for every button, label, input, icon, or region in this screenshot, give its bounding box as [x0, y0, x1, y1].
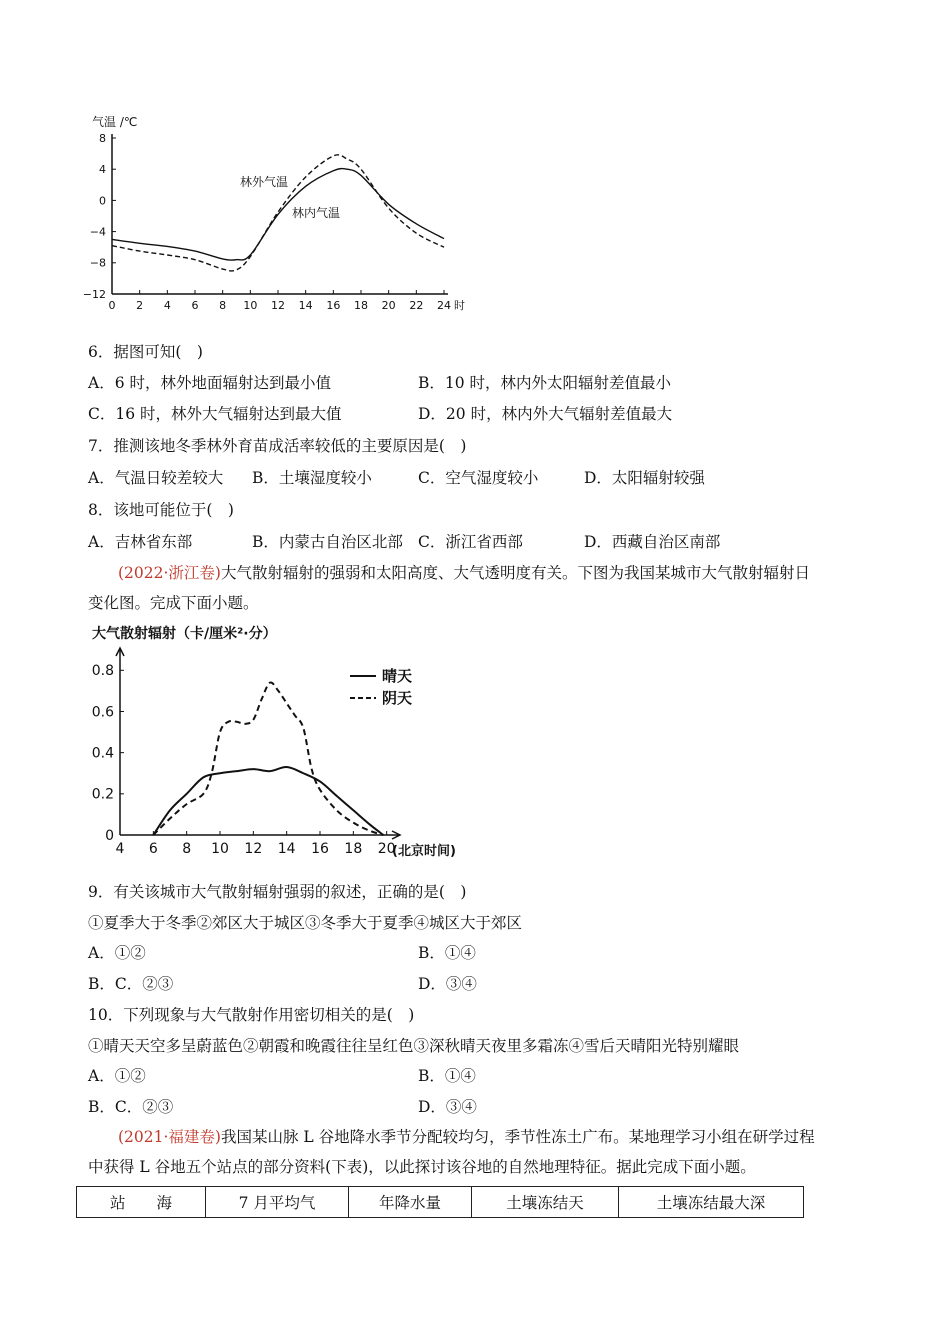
scattered-radiation-chart — [80, 620, 480, 865]
x-tick-label: 12 — [271, 299, 285, 312]
x-tick-label: 24 — [437, 299, 451, 312]
y-tick-label: 0.2 — [91, 786, 114, 803]
intro2-line1 — [118, 563, 810, 583]
q6-option-b[interactable]: B．10 时，林内外太阳辐射差值最小 — [418, 374, 672, 392]
q9-option-a[interactable]: A．①② — [88, 944, 146, 962]
q10-statements: ①晴天天空多呈蔚蓝色②朝霞和晚霞往往呈红色③深秋晴天夜里多霜冻④雪后天晴阳光特别耀眼 — [88, 1037, 740, 1055]
x-tick-label: 14 — [277, 841, 296, 857]
q10-option-a[interactable]: A．①② — [88, 1067, 146, 1085]
table-header-cell: 7 月平均气 — [206, 1187, 349, 1218]
q9-option-c[interactable]: B．C．②③ — [88, 975, 174, 993]
y-tick-label: 0.8 — [91, 663, 114, 680]
y-tick-label: 0.4 — [91, 745, 114, 762]
x-unit-label: 时 — [454, 299, 465, 312]
q7-option-b[interactable]: B．土壤湿度较小 — [252, 469, 372, 487]
table-header-cell: 土壤冻结最大深 — [619, 1187, 804, 1218]
x-tick-label: 2 — [136, 299, 144, 312]
x-tick-label: 18 — [344, 841, 363, 857]
x-tick-label: 8 — [182, 841, 192, 857]
y-tick-label: 0.6 — [91, 704, 114, 721]
x-tick-label: 20 — [377, 841, 396, 857]
legend-sunny: 晴天 — [382, 667, 413, 685]
q8-option-a[interactable]: A．吉林省东部 — [88, 533, 193, 551]
intro2-text: 大气散射辐射的强弱和太阳高度、大气透明度有关。下图为我国某城市大气散射辐射日 — [220, 564, 810, 582]
table-header-cell: 年降水量 — [349, 1187, 472, 1218]
q8-option-c[interactable]: C．浙江省西部 — [418, 533, 523, 551]
x-tick-label: 10 — [211, 841, 229, 857]
q8-stem: 8．该地可能位于( ) — [88, 501, 234, 519]
q7-option-a[interactable]: A．气温日较差较大 — [88, 469, 224, 487]
intro2-source: (2022·浙江卷) — [118, 564, 221, 582]
q7-option-c[interactable]: C．空气湿度较小 — [418, 469, 539, 487]
intro3-line2: 中获得 L 谷地五个站点的部分资料(下表)，以此探讨该谷地的自然地理特征。据此完成下面小题。 — [88, 1158, 756, 1176]
x-tick-label: 18 — [354, 299, 368, 312]
intro3-text: 我国某山脉 L 谷地降水季节分配较均匀，季节性冻土广布。某地理学习小组在研学过程 — [220, 1128, 815, 1146]
series-line-1 — [153, 682, 383, 835]
x-tick-label: 0 — [108, 299, 116, 312]
chart2-xlabel: (北京时间) — [392, 844, 456, 859]
chart2-legend — [350, 667, 412, 707]
y-tick-label: −8 — [89, 256, 106, 270]
q6-option-c[interactable]: C．16 时，林外大气辐射达到最大值 — [88, 405, 342, 423]
x-tick-label: 16 — [326, 299, 341, 312]
table-header-row — [77, 1187, 804, 1218]
x-tick-label: 6 — [148, 841, 158, 857]
chart2-ylabel: 大气散射辐射（卡/厘米²·分） — [92, 626, 277, 642]
intro3-source: (2021·福建卷) — [118, 1128, 221, 1146]
y-tick-label: 0 — [105, 827, 114, 844]
q9-stem: 9．有关该城市大气散射辐射强弱的叙述，正确的是( ) — [88, 883, 467, 901]
q6-option-a[interactable]: A．6 时，林外地面辐射达到最小值 — [88, 374, 331, 392]
chart2-axes — [92, 648, 400, 857]
temperature-chart — [78, 108, 478, 320]
q8-option-b[interactable]: B．内蒙古自治区北部 — [252, 533, 403, 551]
q10-option-b[interactable]: B．①④ — [418, 1067, 476, 1085]
q9-option-d[interactable]: D．③④ — [418, 975, 477, 993]
q7-option-d[interactable]: D．太阳辐射较强 — [584, 469, 705, 487]
x-tick-label: 14 — [298, 299, 313, 312]
q9-statements: ①夏季大于冬季②郊区大于城区③冬季大于夏季④城区大于郊区 — [88, 914, 523, 932]
q8-option-d[interactable]: D．西藏自治区南部 — [584, 533, 721, 551]
chart1-ylabel: 气温 /℃ — [92, 115, 138, 129]
y-tick-label: 8 — [99, 131, 106, 145]
legend-cloudy: 阴天 — [382, 689, 413, 707]
x-tick-label: 12 — [244, 841, 263, 857]
table-header-cell: 土壤冻结天 — [472, 1187, 619, 1218]
q7-stem: 7．推测该地冬季林外育苗成活率较低的主要原因是( ) — [88, 437, 467, 455]
x-tick-label: 10 — [243, 299, 258, 312]
x-tick-label: 22 — [409, 299, 424, 312]
x-tick-label: 8 — [219, 299, 227, 312]
x-tick-label: 20 — [381, 299, 396, 312]
y-tick-label: −4 — [89, 225, 106, 239]
y-tick-label: −12 — [82, 287, 106, 301]
intro2-line2: 变化图。完成下面小题。 — [88, 594, 259, 612]
x-tick-label: 4 — [163, 299, 171, 312]
table-header-cell: 站 海 — [77, 1187, 206, 1218]
q9-option-b[interactable]: B．①④ — [418, 944, 476, 962]
series-line-0 — [112, 155, 444, 271]
intro3-line1 — [118, 1127, 815, 1147]
x-tick-label: 16 — [311, 841, 329, 857]
series-label-inside: 林内气温 — [292, 206, 341, 220]
series-label-outside: 林外气温 — [240, 175, 289, 189]
q10-stem: 10．下列现象与大气散射作用密切相关的是( ) — [88, 1006, 415, 1024]
y-tick-label: 4 — [99, 163, 106, 177]
chart2-series — [153, 682, 383, 835]
x-tick-label: 4 — [115, 841, 125, 857]
q6-stem: 6．据图可知( ) — [88, 343, 203, 361]
station-table — [76, 1186, 804, 1218]
q10-option-d[interactable]: D．③④ — [418, 1098, 477, 1116]
q6-option-d[interactable]: D．20 时，林内外大气辐射差值最大 — [418, 405, 673, 423]
chart1-series — [112, 155, 444, 271]
chart1-axes — [83, 132, 465, 312]
x-tick-label: 6 — [191, 299, 199, 312]
q10-option-c[interactable]: B．C．②③ — [88, 1098, 174, 1116]
series-line-0 — [153, 767, 383, 835]
y-tick-label: 0 — [99, 194, 106, 208]
